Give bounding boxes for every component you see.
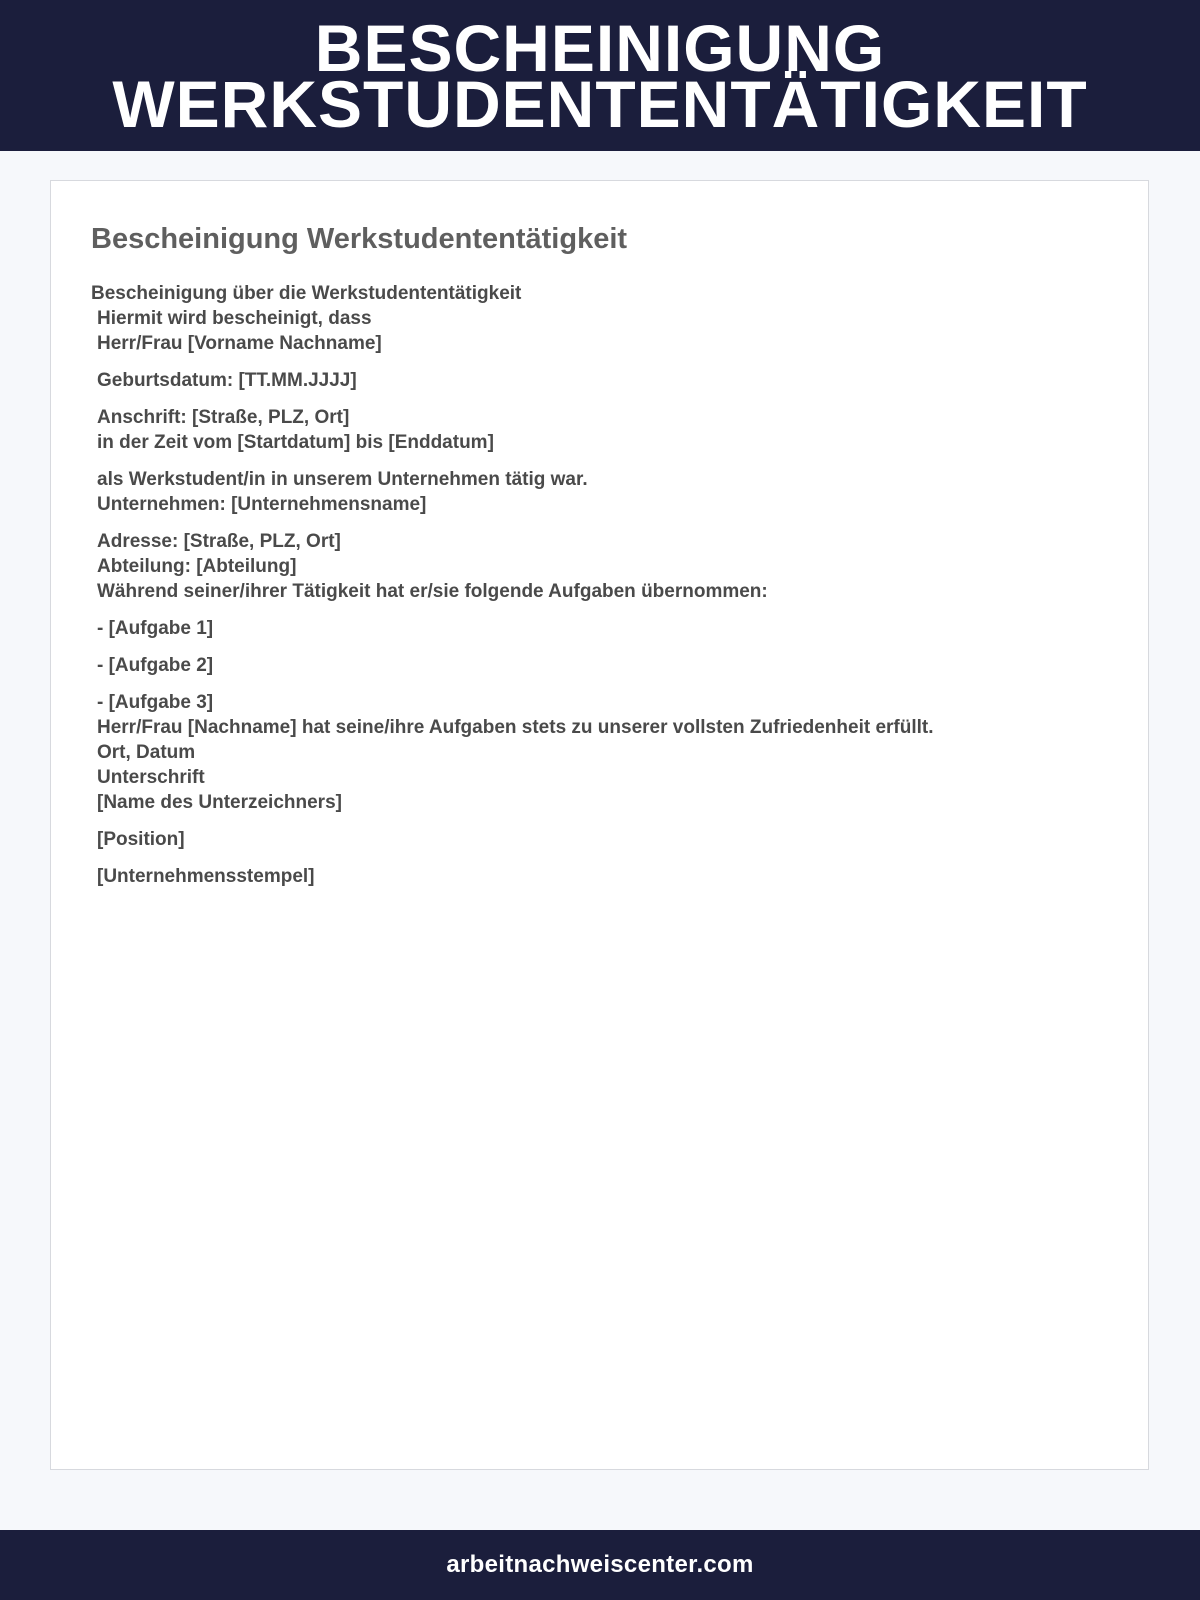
- footer-bar: [0, 1530, 1200, 1600]
- document-body: [91, 281, 1108, 889]
- footer-site-link[interactable]: arbeitnachweiscenter.com: [446, 1551, 754, 1578]
- banner-title-line-1: BESCHEINIGUNG: [314, 10, 886, 85]
- task-list-item: - [Aufgabe 1]: [97, 618, 214, 639]
- document-card: [50, 180, 1149, 1470]
- doc-line: Während seiner/ihrer Tätigkeit hat er/sie folgende Aufgaben übernommen:: [97, 581, 768, 602]
- doc-line: [Position]: [97, 829, 185, 850]
- doc-line: [Name des Unterzeichners]: [97, 792, 342, 813]
- task-list-item: - [Aufgabe 3]: [97, 692, 214, 713]
- doc-line: Adresse: [Straße, PLZ, Ort]: [97, 531, 341, 552]
- document-title: Bescheinigung Werkstudententätigkeit: [91, 223, 628, 255]
- doc-heading-line: Bescheinigung über die Werkstudententätigkeit: [91, 283, 522, 304]
- doc-line: Ort, Datum: [97, 742, 196, 763]
- doc-line: Herr/Frau [Nachname] hat seine/ihre Aufgaben stets zu unserer vollsten Zufriedenheit erfüllt.: [97, 717, 934, 738]
- doc-line: in der Zeit vom [Startdatum] bis [Enddatum]: [97, 432, 494, 453]
- doc-line: Herr/Frau [Vorname Nachname]: [97, 333, 382, 354]
- banner-title-line-2: WERKSTUDENTENTÄTIGKEIT: [112, 66, 1088, 141]
- doc-line: Unterschrift: [97, 767, 205, 788]
- doc-line: Geburtsdatum: [TT.MM.JJJJ]: [97, 370, 357, 391]
- doc-line: als Werkstudent/in in unserem Unternehmen tätig war.: [97, 469, 588, 490]
- doc-line: Anschrift: [Straße, PLZ, Ort]: [97, 407, 350, 428]
- header-banner: [0, 0, 1200, 151]
- doc-line: Abteilung: [Abteilung]: [97, 556, 297, 577]
- doc-line: Unternehmen: [Unternehmensname]: [97, 494, 427, 515]
- task-list-item: - [Aufgabe 2]: [97, 655, 214, 676]
- doc-line: [Unternehmensstempel]: [97, 866, 315, 887]
- doc-line: Hiermit wird bescheinigt, dass: [97, 308, 372, 329]
